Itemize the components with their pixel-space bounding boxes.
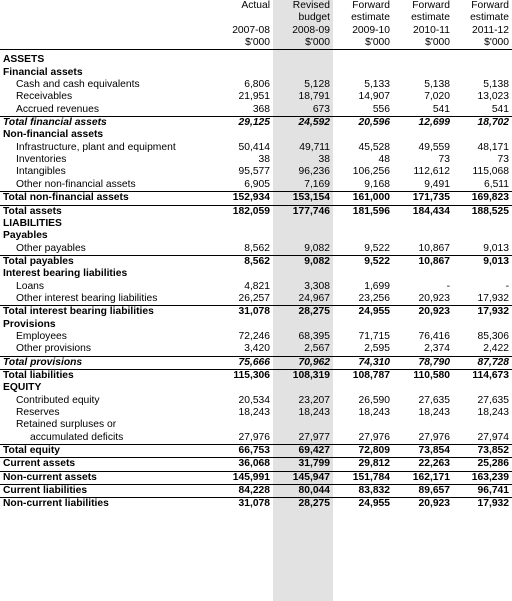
total-row [0, 498, 512, 511]
row-label: Intangibles [16, 166, 66, 178]
value-forward-estimate-2010-11: 20,923 [393, 306, 453, 319]
value-forward-estimate-2010-11 [393, 268, 453, 280]
value-actual: 84,228 [214, 485, 273, 498]
value-forward-estimate-2009-10 [333, 54, 393, 66]
value-forward-estimate-2009-10: 9,522 [364, 242, 390, 254]
value-forward-estimate-2009-10: 108,787 [333, 369, 393, 382]
value-revised-budget: 177,746 [273, 205, 333, 218]
value-forward-estimate-2009-10: 1,699 [364, 280, 390, 292]
col-fe1-unit: $'000 [333, 37, 393, 50]
value-forward-estimate-2011-12: 5,138 [483, 79, 509, 91]
value-forward-estimate-2009-10: 556 [372, 103, 390, 115]
value-revised-budget: 38 [318, 154, 330, 166]
row-label: LIABILITIES [3, 217, 62, 229]
value-forward-estimate-2010-11: - [446, 280, 450, 292]
value-forward-estimate-2011-12 [453, 230, 512, 242]
value-actual: 38 [258, 154, 270, 166]
value-actual: 18,243 [238, 407, 270, 418]
value-forward-estimate-2010-11 [393, 419, 453, 431]
value-revised-budget: 27,977 [298, 431, 330, 443]
value-revised-budget: 28,275 [273, 498, 333, 511]
value-actual: 4,821 [244, 280, 270, 292]
row-label: Other provisions [16, 343, 91, 355]
value-forward-estimate-2010-11: 76,416 [418, 330, 450, 342]
value-actual: 31,078 [214, 498, 273, 511]
value-actual: 26,257 [238, 292, 270, 304]
value-forward-estimate-2010-11: 12,699 [393, 117, 453, 130]
row-label: Total equity [0, 445, 214, 458]
value-actual: 21,951 [238, 91, 270, 103]
line-item-row [0, 179, 512, 192]
header-blank [0, 37, 214, 50]
value-forward-estimate-2009-10 [333, 382, 393, 394]
line-item-row [0, 331, 512, 343]
row-label: EQUITY [3, 382, 42, 394]
value-forward-estimate-2010-11 [393, 319, 453, 331]
col-fe2-line1: Forward [412, 0, 450, 11]
value-forward-estimate-2010-11 [393, 382, 453, 394]
line-item-row [0, 293, 512, 306]
value-revised-budget: 18,243 [298, 407, 330, 418]
total-row [0, 471, 512, 484]
value-revised-budget: 70,962 [273, 356, 333, 369]
section-heading-row [0, 382, 512, 394]
value-forward-estimate-2009-10: 74,310 [333, 356, 393, 369]
value-revised-budget [273, 230, 333, 242]
value-actual [214, 268, 273, 280]
value-forward-estimate-2009-10: 48 [378, 154, 390, 166]
value-actual [214, 218, 273, 230]
value-revised-budget: 31,799 [273, 458, 333, 471]
row-label: Reserves [16, 407, 60, 418]
col-actual-line2 [214, 12, 273, 24]
value-actual [214, 230, 273, 242]
row-label: Receivables [16, 91, 73, 103]
row-label: accumulated deficits [30, 431, 124, 443]
value-forward-estimate-2011-12: 27,635 [477, 394, 509, 406]
row-label: Retained surpluses or [16, 419, 117, 431]
header-row-1 [0, 0, 512, 12]
row-label: Total liabilities [0, 369, 214, 382]
value-revised-budget: 9,082 [304, 242, 330, 254]
value-revised-budget: 18,791 [298, 91, 330, 103]
row-label: Total non-financial assets [0, 192, 214, 205]
value-forward-estimate-2011-12 [453, 268, 512, 280]
value-forward-estimate-2009-10: 18,243 [358, 407, 390, 418]
value-forward-estimate-2010-11: 20,923 [418, 292, 450, 304]
col-fe2-year: 2010-11 [412, 24, 450, 36]
row-label: Accrued revenues [16, 103, 99, 115]
value-forward-estimate-2011-12: 163,239 [453, 471, 512, 484]
row-label: Current assets [0, 458, 214, 471]
value-forward-estimate-2010-11: 20,923 [393, 498, 453, 511]
row-label: Employees [16, 330, 67, 342]
value-revised-budget: 108,319 [273, 369, 333, 382]
value-forward-estimate-2011-12: 96,741 [453, 485, 512, 498]
value-forward-estimate-2010-11: 9,491 [424, 178, 450, 190]
col-actual-year: 2007-08 [232, 24, 270, 36]
value-revised-budget: 80,044 [273, 485, 333, 498]
value-forward-estimate-2009-10: 72,809 [333, 445, 393, 458]
value-forward-estimate-2010-11: 5,138 [424, 79, 450, 91]
value-forward-estimate-2009-10 [333, 67, 393, 79]
table-body [0, 50, 512, 511]
value-actual: 95,577 [238, 166, 270, 178]
value-forward-estimate-2011-12 [453, 319, 512, 331]
value-forward-estimate-2010-11 [393, 129, 453, 141]
value-forward-estimate-2010-11: 18,243 [418, 407, 450, 418]
value-actual: 20,534 [238, 394, 270, 406]
row-label: Total provisions [0, 356, 214, 369]
value-actual: 8,562 [214, 255, 273, 268]
value-forward-estimate-2009-10 [333, 319, 393, 331]
value-forward-estimate-2010-11: 10,867 [418, 242, 450, 254]
value-forward-estimate-2011-12: 115,068 [472, 166, 509, 178]
line-item-row [0, 104, 512, 117]
line-item-row [0, 419, 512, 431]
col-revised-line1: Revised [292, 0, 330, 11]
value-forward-estimate-2009-10: 2,595 [364, 343, 390, 355]
col-fe2-line2: estimate [411, 12, 450, 24]
value-forward-estimate-2011-12 [453, 218, 512, 230]
value-forward-estimate-2011-12: 169,823 [453, 192, 512, 205]
value-forward-estimate-2011-12: 73 [497, 154, 509, 166]
value-revised-budget [273, 67, 333, 79]
value-forward-estimate-2010-11: 73,854 [393, 445, 453, 458]
value-forward-estimate-2011-12 [453, 67, 512, 79]
line-item-row [0, 432, 512, 445]
row-label: Other interest bearing liabilities [16, 292, 158, 304]
value-revised-budget [273, 268, 333, 280]
value-forward-estimate-2011-12: 9,013 [483, 242, 509, 254]
value-revised-budget: 24,592 [273, 117, 333, 130]
row-label: Non-current liabilities [0, 498, 214, 511]
col-fe1-year: 2009-10 [352, 24, 390, 36]
col-actual-line1: Actual [241, 0, 270, 11]
value-revised-budget [273, 319, 333, 331]
value-forward-estimate-2010-11: 73 [438, 154, 450, 166]
value-revised-budget: 69,427 [273, 445, 333, 458]
section-heading-row [0, 218, 512, 230]
value-forward-estimate-2011-12: 85,306 [477, 330, 509, 342]
row-label: Other payables [16, 242, 86, 254]
header-row-units [0, 37, 512, 50]
col-fe2-unit: $'000 [393, 37, 453, 50]
value-actual: 27,976 [238, 431, 270, 443]
value-forward-estimate-2009-10: 20,596 [333, 117, 393, 130]
value-forward-estimate-2009-10: 83,832 [333, 485, 393, 498]
row-label: Contributed equity [16, 394, 100, 406]
value-revised-budget: 9,082 [273, 255, 333, 268]
value-forward-estimate-2009-10: 26,590 [358, 394, 390, 406]
subtotal-row [0, 356, 512, 369]
value-revised-budget: 673 [312, 103, 330, 115]
value-forward-estimate-2009-10: 27,976 [358, 431, 390, 443]
value-actual [214, 319, 273, 331]
value-actual: 36,068 [214, 458, 273, 471]
value-forward-estimate-2011-12 [453, 382, 512, 394]
value-forward-estimate-2010-11: 27,635 [418, 394, 450, 406]
value-forward-estimate-2009-10: 14,907 [358, 91, 390, 103]
col-fe3-unit: $'000 [453, 37, 512, 50]
value-forward-estimate-2011-12: 114,673 [453, 369, 512, 382]
value-revised-budget: 5,128 [304, 79, 330, 91]
row-label: Current liabilities [0, 485, 214, 498]
col-fe3-line1: Forward [471, 0, 509, 11]
section-heading-row [0, 319, 512, 331]
value-forward-estimate-2010-11: 10,867 [393, 255, 453, 268]
section-heading-row [0, 67, 512, 79]
section-heading-row [0, 129, 512, 141]
value-forward-estimate-2009-10: 29,812 [333, 458, 393, 471]
value-revised-budget: 68,395 [298, 330, 330, 342]
header-blank [0, 0, 214, 12]
total-row [0, 306, 512, 319]
line-item-row [0, 343, 512, 356]
value-forward-estimate-2010-11: 78,790 [393, 356, 453, 369]
total-row [0, 445, 512, 458]
value-forward-estimate-2009-10: 151,784 [333, 471, 393, 484]
value-actual: 182,059 [214, 205, 273, 218]
value-forward-estimate-2009-10: 5,133 [364, 79, 390, 91]
row-label: ASSETS [3, 54, 45, 66]
value-revised-budget [273, 218, 333, 230]
value-forward-estimate-2011-12 [453, 419, 512, 431]
value-actual [214, 419, 273, 431]
value-actual: 29,125 [214, 117, 273, 130]
value-revised-budget: 24,967 [298, 292, 330, 304]
row-label: Interest bearing liabilities [3, 268, 128, 280]
value-revised-budget [273, 129, 333, 141]
value-actual: 72,246 [238, 330, 270, 342]
section-heading-row [0, 230, 512, 242]
total-row [0, 369, 512, 382]
value-forward-estimate-2009-10: 106,256 [352, 166, 390, 178]
value-revised-budget: 28,275 [273, 306, 333, 319]
value-forward-estimate-2011-12: 17,932 [477, 292, 509, 304]
value-actual: 75,666 [214, 356, 273, 369]
total-row [0, 255, 512, 268]
value-forward-estimate-2011-12: 9,013 [453, 255, 512, 268]
line-item-row [0, 142, 512, 154]
total-row [0, 485, 512, 498]
value-forward-estimate-2009-10: 45,528 [358, 141, 390, 153]
value-actual: 6,806 [244, 79, 270, 91]
value-forward-estimate-2011-12: - [505, 280, 509, 292]
total-row [0, 192, 512, 205]
value-forward-estimate-2011-12: 17,932 [453, 498, 512, 511]
value-actual [214, 382, 273, 394]
value-revised-budget [273, 419, 333, 431]
row-label: Financial assets [3, 66, 83, 78]
line-item-row [0, 407, 512, 419]
row-label: Loans [16, 280, 45, 292]
value-forward-estimate-2009-10 [333, 230, 393, 242]
row-label: Other non-financial assets [16, 178, 136, 190]
line-item-row [0, 166, 512, 178]
value-forward-estimate-2009-10: 9,522 [333, 255, 393, 268]
value-revised-budget: 7,169 [304, 178, 330, 190]
value-forward-estimate-2010-11: 541 [432, 103, 450, 115]
row-label: Total assets [0, 205, 214, 218]
value-actual: 6,905 [244, 178, 270, 190]
line-item-row [0, 243, 512, 256]
value-revised-budget: 153,154 [273, 192, 333, 205]
value-forward-estimate-2010-11: 27,976 [418, 431, 450, 443]
header-row-3 [0, 25, 512, 37]
col-revised-unit: $'000 [273, 37, 333, 50]
value-forward-estimate-2010-11: 162,171 [393, 471, 453, 484]
row-label: Non-financial assets [3, 129, 104, 141]
col-revised-line2: budget [298, 12, 330, 24]
value-actual: 115,306 [214, 369, 273, 382]
value-forward-estimate-2010-11 [393, 218, 453, 230]
value-revised-budget [273, 54, 333, 66]
value-revised-budget [273, 382, 333, 394]
value-forward-estimate-2011-12: 87,728 [453, 356, 512, 369]
line-item-row [0, 154, 512, 166]
col-revised-year: 2008-09 [292, 24, 330, 36]
value-forward-estimate-2009-10: 23,256 [358, 292, 390, 304]
value-forward-estimate-2009-10: 24,955 [333, 498, 393, 511]
row-label: Cash and cash equivalents [16, 79, 140, 91]
value-forward-estimate-2010-11: 112,612 [413, 166, 450, 178]
row-label: Total financial assets [0, 117, 214, 130]
value-forward-estimate-2010-11: 49,559 [418, 141, 450, 153]
value-forward-estimate-2010-11: 2,374 [424, 343, 450, 355]
line-item-row [0, 281, 512, 293]
value-actual: 8,562 [244, 242, 270, 254]
header-row-2 [0, 12, 512, 24]
col-actual-unit: $'000 [214, 37, 273, 50]
value-forward-estimate-2010-11 [393, 67, 453, 79]
row-label: Non-current assets [0, 471, 214, 484]
value-forward-estimate-2011-12: 541 [491, 103, 509, 115]
value-actual [214, 129, 273, 141]
row-label: Inventories [16, 154, 67, 166]
subtotal-row [0, 117, 512, 130]
col-fe1-line1: Forward [352, 0, 390, 11]
value-forward-estimate-2011-12: 18,243 [477, 407, 509, 418]
section-heading-row [0, 268, 512, 280]
value-revised-budget: 2,567 [304, 343, 330, 355]
value-actual: 368 [252, 103, 270, 115]
value-forward-estimate-2010-11: 7,020 [424, 91, 450, 103]
value-forward-estimate-2009-10: 9,168 [364, 178, 390, 190]
value-forward-estimate-2010-11: 184,434 [393, 205, 453, 218]
value-forward-estimate-2011-12: 2,422 [483, 343, 509, 355]
value-actual: 31,078 [214, 306, 273, 319]
value-forward-estimate-2011-12: 18,702 [453, 117, 512, 130]
value-revised-budget: 3,308 [304, 280, 330, 292]
value-forward-estimate-2009-10: 24,955 [333, 306, 393, 319]
value-forward-estimate-2009-10 [333, 419, 393, 431]
col-fe3-year: 2011-12 [471, 24, 509, 36]
row-label: Provisions [3, 318, 56, 330]
line-item-row [0, 395, 512, 407]
line-item-row [0, 91, 512, 103]
value-actual: 50,414 [238, 141, 270, 153]
value-actual: 66,753 [214, 445, 273, 458]
total-row [0, 458, 512, 471]
value-forward-estimate-2011-12 [453, 129, 512, 141]
value-forward-estimate-2011-12: 17,932 [453, 306, 512, 319]
value-forward-estimate-2011-12: 48,171 [477, 141, 509, 153]
value-forward-estimate-2011-12: 13,023 [477, 91, 509, 103]
header-blank [0, 12, 214, 24]
line-item-row [0, 79, 512, 91]
value-forward-estimate-2011-12 [453, 54, 512, 66]
value-actual: 3,420 [244, 343, 270, 355]
value-actual: 152,934 [214, 192, 273, 205]
value-forward-estimate-2011-12: 188,525 [453, 205, 512, 218]
value-forward-estimate-2011-12: 73,852 [453, 445, 512, 458]
value-forward-estimate-2011-12: 6,511 [483, 178, 509, 190]
header-blank [0, 25, 214, 37]
value-forward-estimate-2010-11 [393, 54, 453, 66]
value-actual [214, 67, 273, 79]
row-label: Infrastructure, plant and equipment [16, 141, 176, 153]
value-actual: 145,991 [214, 471, 273, 484]
value-forward-estimate-2010-11: 171,735 [393, 192, 453, 205]
value-forward-estimate-2009-10 [333, 129, 393, 141]
value-forward-estimate-2010-11: 89,657 [393, 485, 453, 498]
value-revised-budget: 23,207 [298, 394, 330, 406]
value-revised-budget: 96,236 [298, 166, 330, 178]
row-label: Total interest bearing liabilities [0, 306, 214, 319]
col-fe1-line2: estimate [351, 12, 390, 24]
value-forward-estimate-2010-11: 22,263 [393, 458, 453, 471]
value-actual [214, 54, 273, 66]
section-heading-row [0, 54, 512, 66]
value-forward-estimate-2009-10: 181,596 [333, 205, 393, 218]
value-forward-estimate-2009-10: 161,000 [333, 192, 393, 205]
value-forward-estimate-2010-11 [393, 230, 453, 242]
value-revised-budget: 49,711 [299, 141, 330, 153]
row-label: Total payables [0, 255, 214, 268]
col-fe3-line2: estimate [470, 12, 509, 24]
value-forward-estimate-2009-10 [333, 268, 393, 280]
value-forward-estimate-2011-12: 27,974 [477, 431, 509, 443]
value-forward-estimate-2009-10: 71,715 [358, 330, 390, 342]
row-label: Payables [3, 230, 48, 242]
value-forward-estimate-2009-10 [333, 218, 393, 230]
value-revised-budget: 145,947 [273, 471, 333, 484]
total-row [0, 205, 512, 218]
value-forward-estimate-2010-11: 110,580 [393, 369, 453, 382]
value-forward-estimate-2011-12: 25,286 [453, 458, 512, 471]
